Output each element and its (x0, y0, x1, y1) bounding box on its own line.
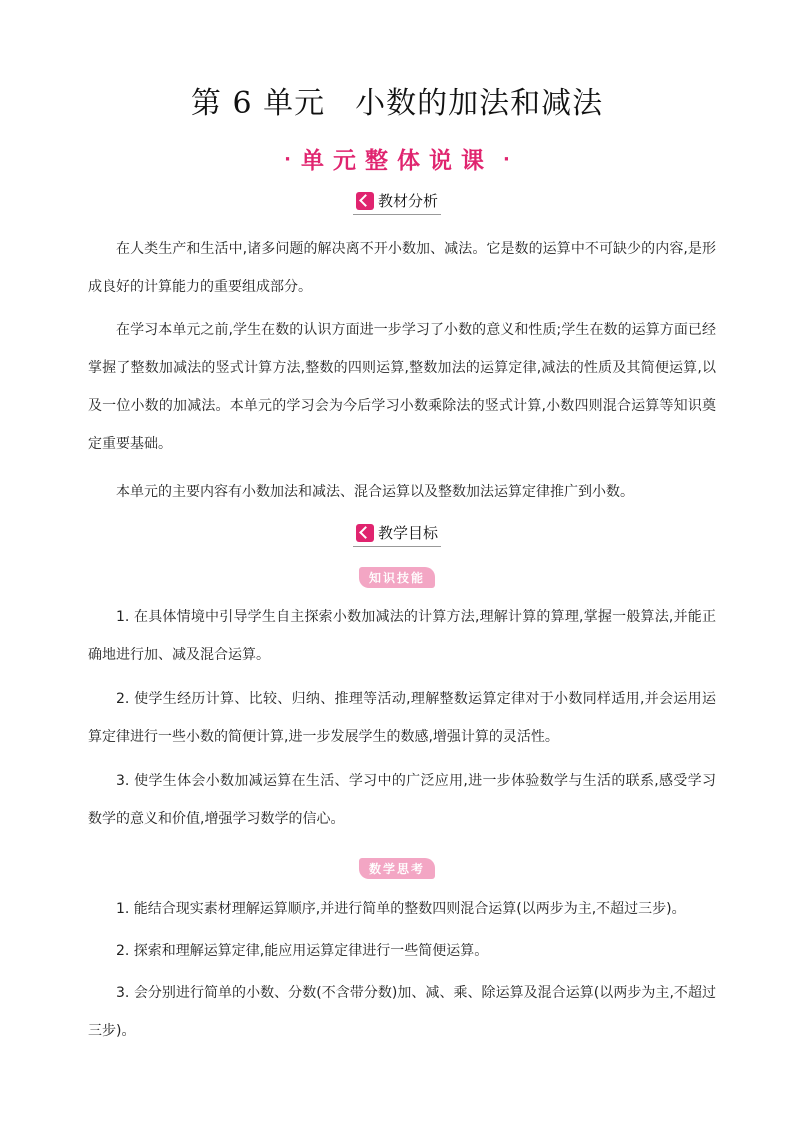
knowledge-item-3: 3. 使学生体会小数加减运算在生活、学习中的广泛应用,进一步体验数学与生活的联系,感受学习数学的意义和价值,增强学习数学的信心。 (88, 773, 716, 827)
materials-paragraph-3: 本单元的主要内容有小数加法和减法、混合运算以及整数加法运算定律推广到小数。 (116, 484, 634, 500)
materials-paragraph-2: 在学习本单元之前,学生在数的认识方面进一步学习了小数的意义和性质;学生在数的运算方面已经掌握了整数加减法的竖式计算方法,整数的四则运算,整数加法的运算定律,减法的性质及其简便运算,以及一位小数的加减法。本单元的学习会为今后学习小数乘除法的竖式计算,小数四则混合运算等知识奠定重要基础。 (88, 322, 716, 452)
unit-subtitle (0, 142, 794, 175)
heading-underline (353, 214, 441, 215)
knowledge-item-1: 1. 在具体情境中引导学生自主探索小数加减法的计算方法,理解计算的算理,掌握一般算法,并能正确地进行加、减及混合运算。 (88, 609, 716, 663)
subtitle-text: 单元整体说课 (301, 148, 493, 174)
materials-paragraph-1: 在人类生产和生活中,诸多问题的解决离不开小数加、减法。它是数的运算中不可缺少的内容,是形成良好的计算能力的重要组成部分。 (88, 241, 716, 295)
thinking-item-1: 1. 能结合现实素材理解运算顺序,并进行简单的整数四则混合运算(以两步为主,不超过三步)。 (116, 901, 686, 917)
heading-underline (353, 546, 441, 547)
section-heading-label: 教材分析 (377, 192, 438, 210)
tag-knowledge-skills: 知识技能 (359, 567, 435, 588)
tag-math-thinking: 数学思考 (359, 858, 435, 879)
subtitle-dot-right: · (503, 149, 510, 170)
section-heading-materials (0, 190, 794, 211)
subtitle-dot-left: · (284, 149, 291, 170)
thinking-item-2: 2. 探索和理解运算定律,能应用运算定律进行一些简便运算。 (116, 943, 489, 959)
section-marker-icon (356, 524, 374, 542)
unit-title (0, 78, 794, 122)
unit-topic: 小数的加法和减法 (355, 86, 604, 121)
section-marker-icon (356, 192, 374, 210)
section-heading-goals (0, 522, 794, 543)
section-heading-label: 教学目标 (377, 524, 438, 542)
knowledge-item-2: 2. 使学生经历计算、比较、归纳、推理等活动,理解整数运算定律对于小数同样适用,并会运用运算定律进行一些小数的简便计算,进一步发展学生的数感,增强计算的灵活性。 (88, 691, 716, 745)
unit-number: 第 6 单元 (190, 86, 326, 121)
thinking-item-3: 3. 会分别进行简单的小数、分数(不含带分数)加、减、乘、除运算及混合运算(以两步为主,不超过三步)。 (88, 985, 716, 1039)
